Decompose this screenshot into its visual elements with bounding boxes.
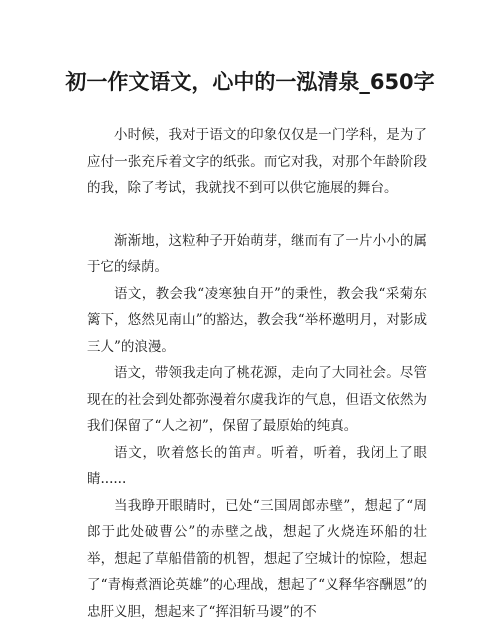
paragraph-6: 当我睁开眼睛时，已处“三国周郎赤壁”，想起了“周郎于此处破曹公”的赤壁之战，想起了火烧连环船的壮举，想起了草船借箭的机智，想起了空城计的惊险，想起了“青梅煮酒论英雄”的心理战，想起了“义释华容酬恩”的忠肝义胆，想起来了“挥泪斩马谡”的不 bbox=[87, 497, 427, 620]
paragraph-1: 小时候，我对于语文的印象仅仅是一门学科，是为了应付一张充斥着文字的纸张。而它对我，对那个年龄阶段的我，除了考试，我就找不到可以供它施展的舞台。 bbox=[87, 127, 427, 196]
article-title: 初一作文语文，心中的一泓清泉_650字 bbox=[65, 70, 435, 94]
paragraph-gap bbox=[87, 202, 427, 228]
paragraph-4: 语文，带领我走向了桃花源，走向了大同社会。尽管现在的社会到处都弥漫着尔虞我诈的气息，但语文依然为我们保留了“人之初”，保留了最原始的纯真。 bbox=[87, 365, 427, 434]
paragraph-2: 渐渐地，这粒种子开始萌芽，继而有了一片小小的属于它的绿荫。 bbox=[87, 232, 427, 275]
paragraph-3: 语文，教会我“凌寒独自开”的秉性，教会我“采菊东篱下，悠然见南山”的豁达，教会我“举杯邀明月，对影成三人”的浪漫。 bbox=[87, 285, 427, 355]
paragraph-5: 语文，吹着悠长的笛声。听着，听着，我闭上了眼睛...... bbox=[87, 444, 427, 487]
article-body bbox=[87, 122, 427, 625]
